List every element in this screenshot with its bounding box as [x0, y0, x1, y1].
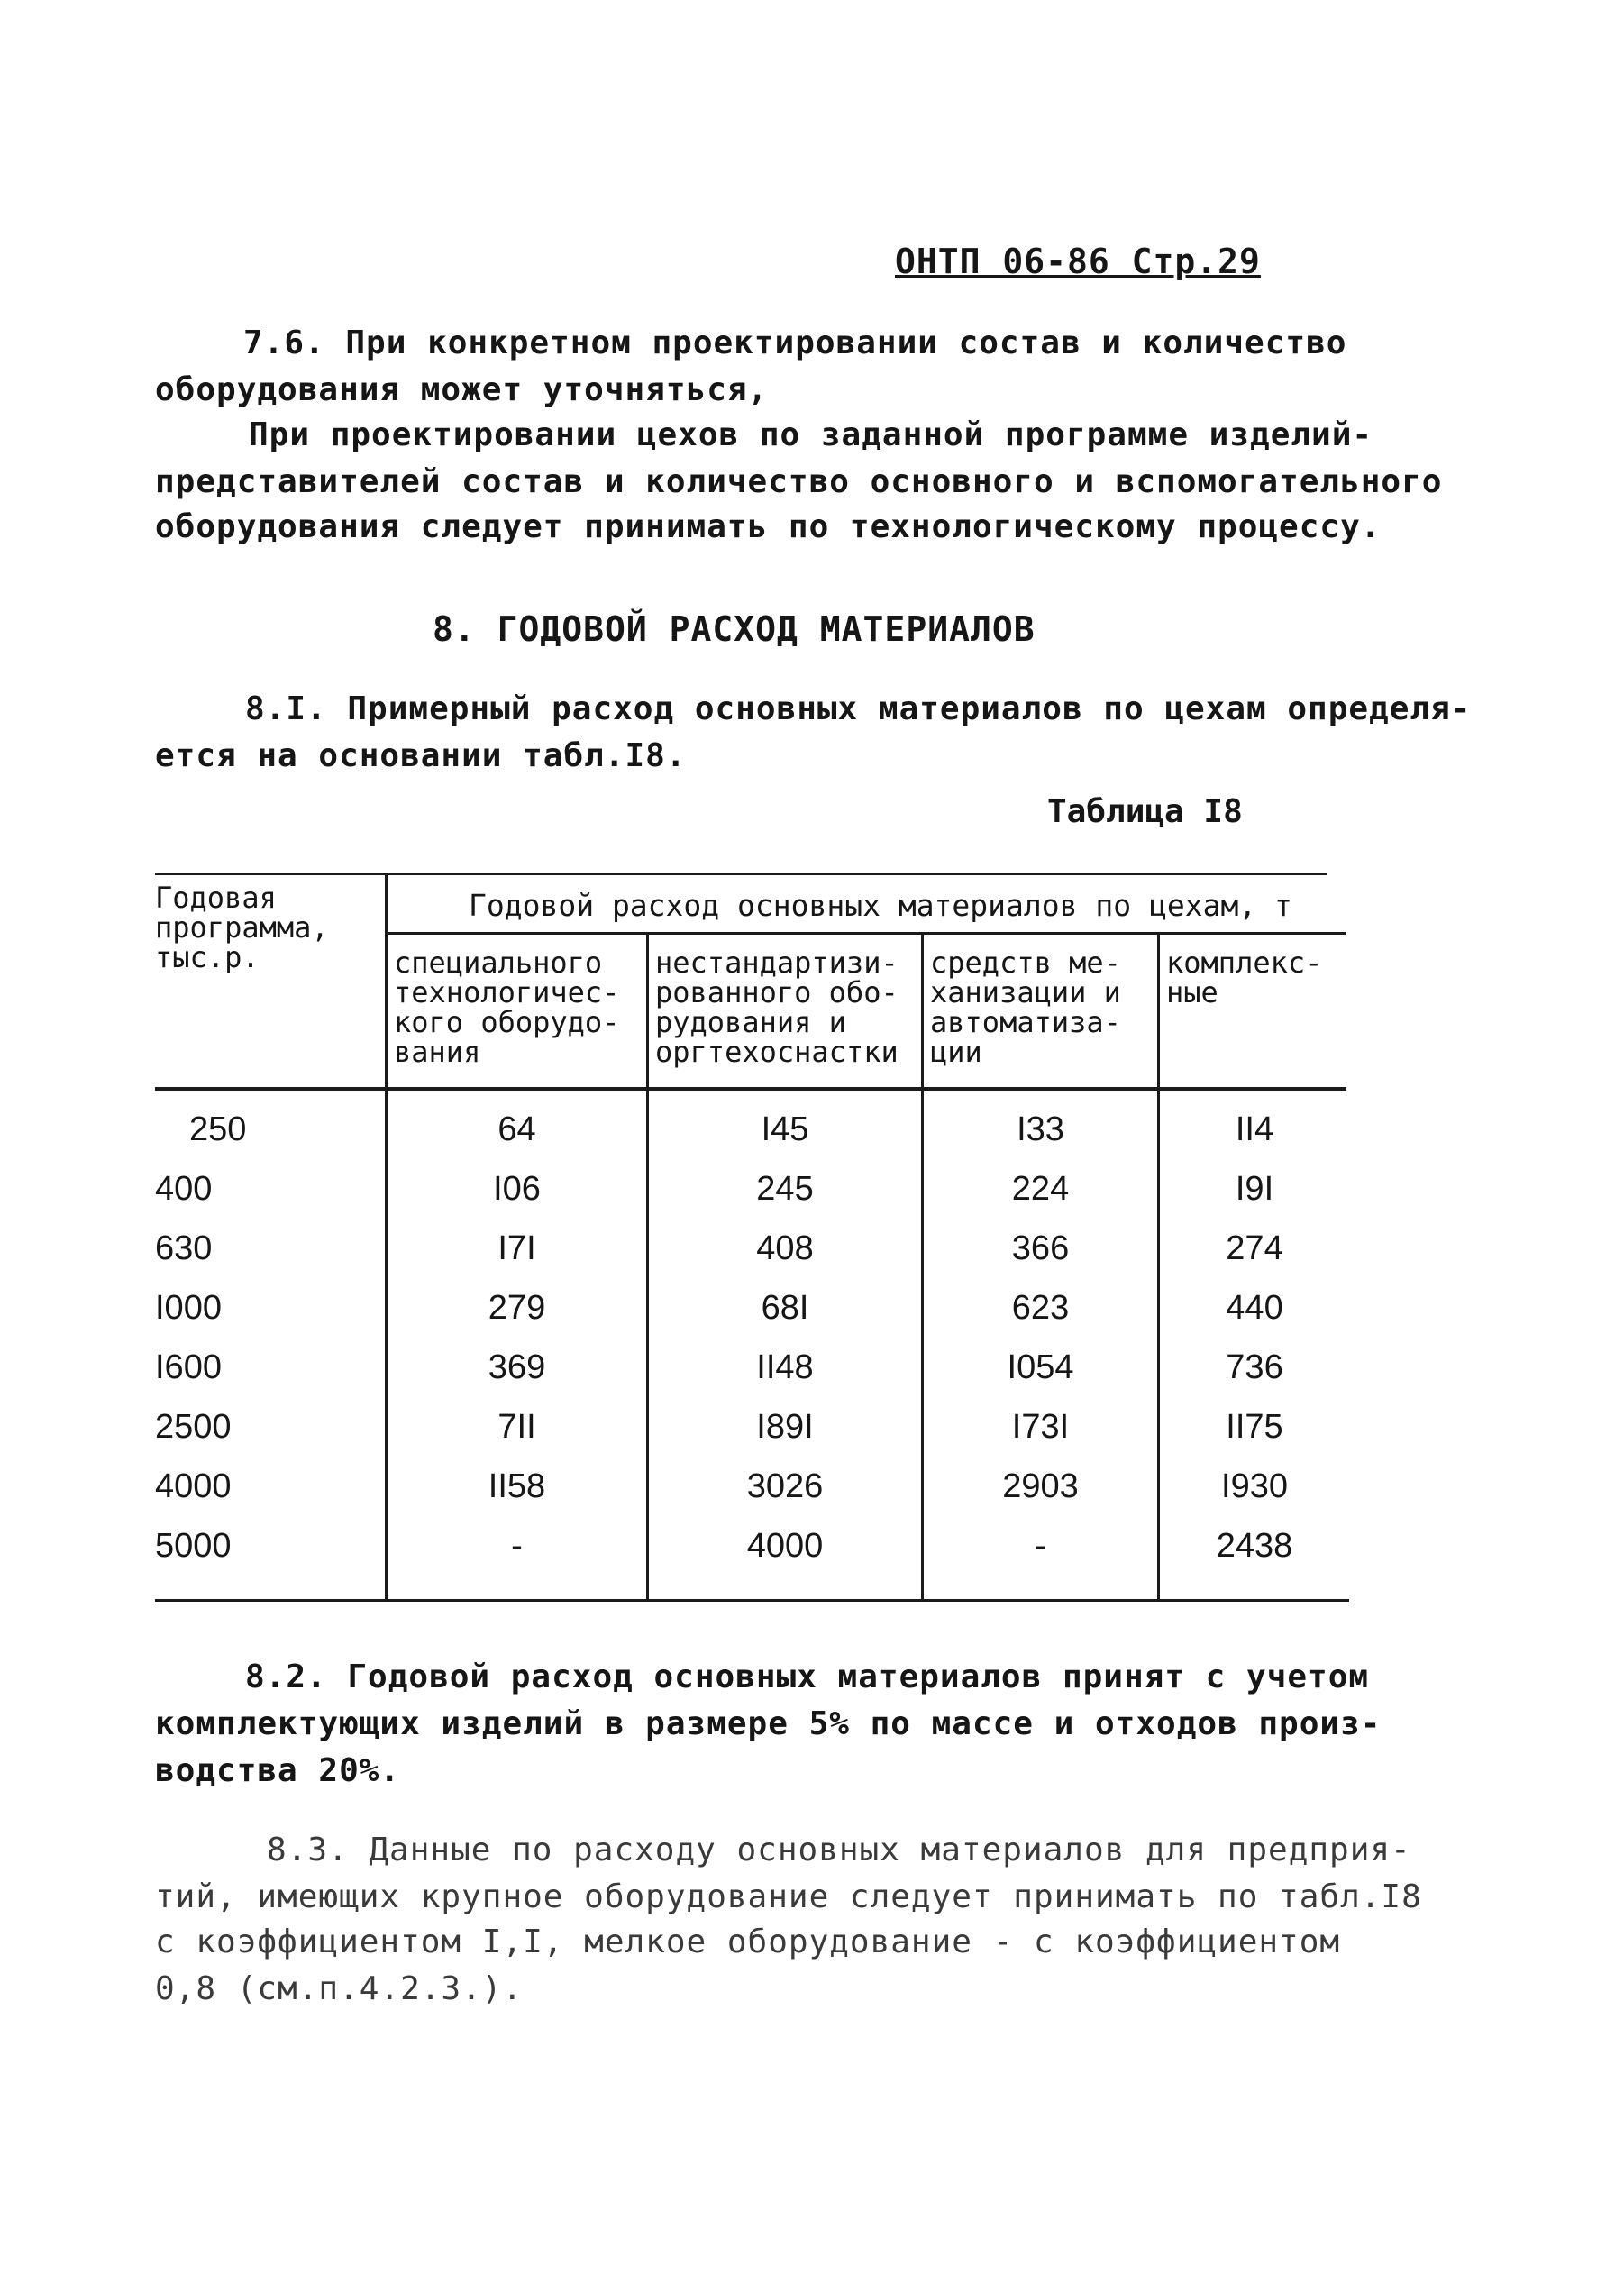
column-header: средств ме- ханизации и автоматиза- ции	[930, 946, 1121, 1069]
table-cell: II58	[488, 1467, 546, 1505]
paragraph-8-3-line: 8.3. Данные по расходу основных материалов для предприя-	[267, 1832, 1411, 1868]
program-cell: 4000	[155, 1467, 232, 1505]
table-cell: 279	[488, 1289, 546, 1327]
paragraph-8-3-line: 0,8 (см.п.4.2.3.).	[155, 1970, 524, 2007]
table-cell: I89I	[756, 1408, 814, 1446]
column-header: комплекс- ные	[1166, 946, 1323, 1010]
table-cell: II4	[1235, 1110, 1274, 1148]
paragraph-8-1-line: ется на основании табл.I8.	[155, 737, 687, 774]
row-header: Годовая программа, тыс.р.	[155, 881, 329, 974]
program-cell: 250	[189, 1110, 247, 1148]
paragraph-8-2-line: водства 20%.	[155, 1752, 401, 1789]
program-cell: 2500	[155, 1408, 232, 1446]
program-cell: 400	[155, 1170, 213, 1208]
table-cell: -	[1035, 1527, 1046, 1565]
column-header: специального технологичес- кого оборудо- вания	[394, 946, 620, 1069]
paragraph-8-1-line: 8.I. Примерный расход основных материалов по цехам определя-	[245, 690, 1472, 727]
table-bottom-rule	[155, 1599, 1349, 1602]
table-cell: 274	[1226, 1229, 1283, 1267]
paragraph-8-2-line: комплектующих изделий в размере 5% по массе и отходов произ-	[155, 1705, 1382, 1742]
paragraph-7-6b-line: При проектировании цехов по заданной программе изделий-	[249, 416, 1373, 453]
table-cell: 2903	[1002, 1467, 1079, 1505]
program-cell: I600	[155, 1348, 222, 1386]
document-reference: ОНТП 06-86 Стр.29	[895, 242, 1261, 281]
table-cell: I73I	[1011, 1408, 1070, 1446]
paragraph-7-6b-line: оборудования следует принимать по технологическому процессу.	[155, 508, 1382, 545]
paragraph-7-6b-line: представителей состав и количество основного и вспомогательного	[155, 463, 1443, 500]
paragraph-7-6-line: оборудования может уточняться,	[155, 371, 769, 408]
table-cell: 4000	[746, 1527, 824, 1565]
table-cell: II48	[756, 1348, 814, 1386]
table-cell: 440	[1226, 1289, 1283, 1327]
table-cell: 245	[756, 1170, 814, 1208]
table-caption: Таблица I8	[1047, 793, 1243, 830]
paragraph-8-3-line: с коэффициентом I,I, мелкое оборудование - с коэффициентом	[155, 1923, 1341, 1960]
table-cell: II75	[1226, 1408, 1283, 1446]
table-cell: I930	[1221, 1467, 1288, 1505]
table-cell: 64	[497, 1110, 536, 1148]
header-bottom-rule	[155, 1087, 1346, 1091]
table-cell: I054	[1007, 1348, 1074, 1386]
paragraph-8-2-line: 8.2. Годовой расход основных материалов принят с учетом	[245, 1658, 1370, 1695]
table-cell: 68I	[761, 1289, 809, 1327]
table-cell: I9I	[1235, 1170, 1274, 1208]
paragraph-7-6-line: 7.6. При конкретном проектировании состав и количество	[243, 324, 1347, 361]
table-cell: I06	[493, 1170, 541, 1208]
table-top-rule	[155, 873, 1327, 875]
table-cell: 736	[1226, 1348, 1283, 1386]
table-cell: I45	[761, 1110, 809, 1148]
group-header-rule	[385, 932, 1346, 935]
table-cell: 408	[756, 1229, 814, 1267]
table-cell: -	[511, 1527, 523, 1565]
table-cell: 7II	[497, 1408, 536, 1446]
paragraph-8-3-line: тий, имеющих крупное оборудование следует принимать по табл.I8	[155, 1878, 1422, 1915]
group-header: Годовой расход основных материалов по цехам, т	[469, 888, 1292, 923]
table-cell: 366	[1011, 1229, 1070, 1267]
table-cell: 224	[1011, 1170, 1070, 1208]
column-header: нестандартизи- рованного обо- рудования и оргтехоснастки	[655, 946, 899, 1069]
program-cell: 5000	[155, 1527, 232, 1565]
section-title: 8. ГОДОВОЙ РАСХОД МАТЕРИАЛОВ	[433, 609, 1036, 649]
table-cell: 369	[488, 1348, 546, 1386]
table-cell: I33	[1017, 1110, 1064, 1148]
table-cell: 2438	[1216, 1527, 1293, 1565]
program-cell: I000	[155, 1289, 222, 1327]
table-cell: 3026	[746, 1467, 824, 1505]
table-cell: I7I	[497, 1229, 536, 1267]
program-cell: 630	[155, 1229, 213, 1267]
table-cell: 623	[1011, 1289, 1070, 1327]
